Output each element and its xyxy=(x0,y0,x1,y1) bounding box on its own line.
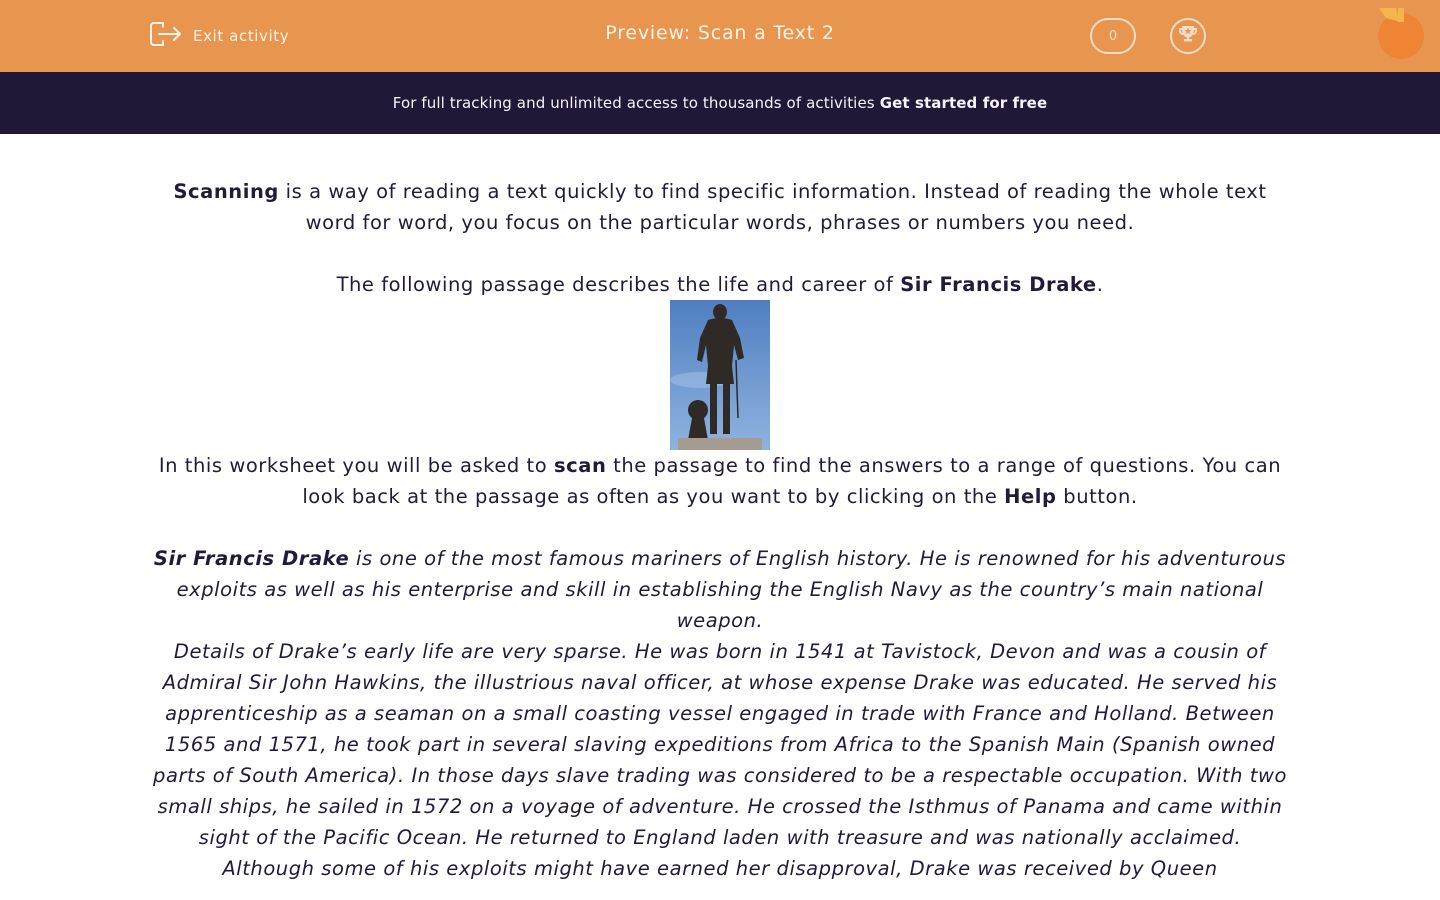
exit-activity-label: Exit activity xyxy=(193,27,290,45)
passage-text: is one of the most famous mariners of English history. He is renowned for his adventurous exploits as well as his enterprise and skill in establishing the English Navy as the country’s main national weapon. xyxy=(176,547,1287,632)
promo-text: For full tracking and unlimited access to thousands of activities xyxy=(392,94,875,112)
term-scanning: Scanning xyxy=(173,180,279,203)
intro-paragraph-passage xyxy=(150,269,1290,300)
trophy-icon xyxy=(1177,23,1199,49)
passage-paragraph-3: Although some of his exploits might have earned her disapproval, Drake was received by Queen xyxy=(222,857,1218,880)
get-started-link[interactable]: Get started for free xyxy=(879,94,1048,112)
intro-paragraph-instructions xyxy=(150,450,1290,512)
intro-text: The following passage describes the life and career of xyxy=(336,273,901,296)
drake-statue-image xyxy=(670,300,770,450)
intro-text: button. xyxy=(1056,485,1138,508)
trophy-button[interactable] xyxy=(1170,18,1206,54)
brand-logo xyxy=(1374,4,1434,60)
intro-text: the passage to find the answers to a range of questions. You can look back at the passage as often as you want to by clicking on the xyxy=(302,454,1282,508)
term-help: Help xyxy=(1004,485,1057,508)
activity-content xyxy=(150,176,1290,884)
activity-title: Preview: Scan a Text 2 xyxy=(605,22,835,44)
promo-banner xyxy=(0,72,1440,134)
score-value: 0 xyxy=(1108,28,1118,44)
score-counter xyxy=(1090,18,1136,54)
intro-text: . xyxy=(1096,273,1104,296)
intro-paragraph-scanning xyxy=(150,176,1290,238)
top-bar xyxy=(0,0,1440,72)
intro-text: In this worksheet you will be asked to xyxy=(158,454,554,477)
term-scan: scan xyxy=(553,454,607,477)
intro-text: is a way of reading a text quickly to find specific information. Instead of reading the whole text word for word, you focus on the particular words, phrases or numbers you need. xyxy=(278,180,1267,234)
passage-subject-name: Sir Francis Drake xyxy=(153,547,350,570)
passage-paragraph-1 xyxy=(150,543,1290,636)
subject-name: Sir Francis Drake xyxy=(900,273,1097,296)
passage-paragraph-2: Details of Drake’s early life are very sparse. He was born in 1541 at Tavistock, Devon and was a cousin of Admiral Sir John Hawkins, the illustrious naval officer, at whose expense Drake was educated. He served his apprenticeship as a seaman on a small coasting vessel engaged in trade with France and Holland. Between 1565 and 1571, he took part in several slaving expeditions from Africa to the Spanish Main (Spanish owned parts of South America). In those days slave trading was considered to be a respectable occupation. With two small ships, he sailed in 1572 on a voyage of adventure. He crossed the Isthmus of Panama and came within sight of the Pacific Ocean. He returned to England laden with treasure and was nationally acclaimed. xyxy=(153,640,1287,849)
